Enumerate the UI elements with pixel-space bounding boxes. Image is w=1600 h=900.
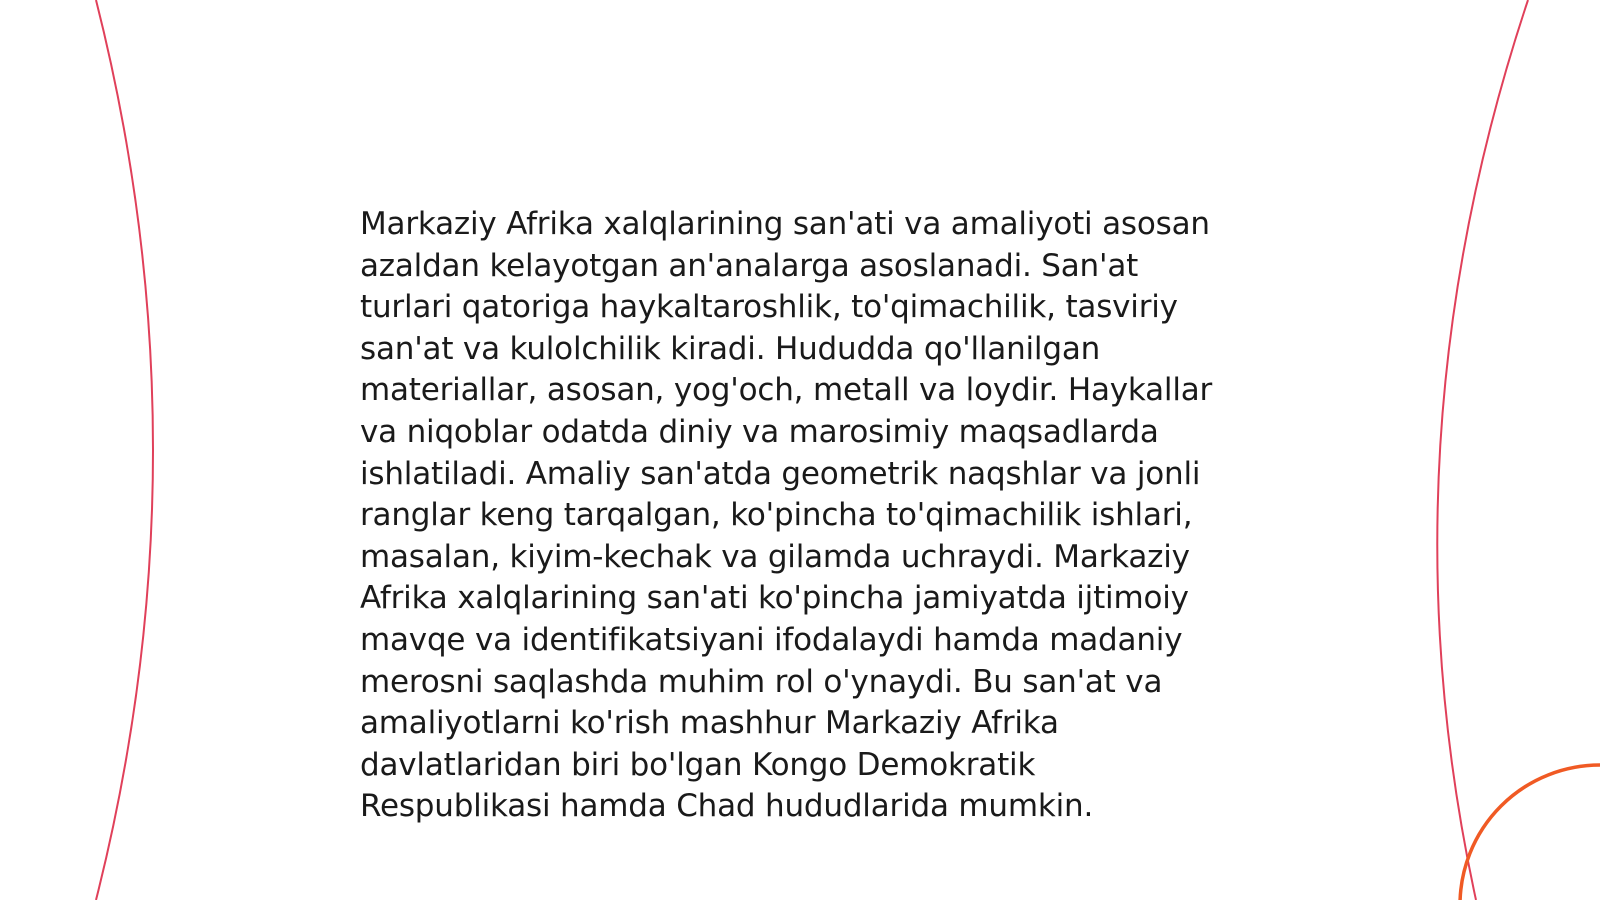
left-arc-line [96,0,153,900]
slide-body-text: Markaziy Afrika xalqlarining san'ati va amaliyoti asosan azaldan kelayotgan an'analarga asoslanadi. San'at turlari qatoriga haykaltaroshlik, to'qimachilik, tasviriy san'at va kulolchilik kiradi. Hududda qo'llanilgan materiallar, asosan, yog'och, metall va loydir. Haykallar va niqoblar odatda diniy va marosimiy maqsadlarda ishlatiladi. Amaliy san'atda geometrik naqshlar va jonli ranglar keng tarqalgan, ko'pincha to'qimachilik ishlari, masalan, kiyim-kechak va gilamda uchraydi. Markaziy Afrika xalqlarining san'ati ko'pincha jamiyatda ijtimoiy mavqe va identifikatsiyani ifodalaydi hamda madaniy merosni saqlashda muhim rol o'ynaydi. Bu san'at va amaliyotlarni ko'rish mashhur Markaziy Afrika davlatlaridan biri bo'lgan Kongo Demokratik Respublikasi hamda Chad hududlarida mumkin. [360,206,1213,825]
orange-circle-accent [1460,765,1600,900]
right-arc-line [1437,0,1528,900]
